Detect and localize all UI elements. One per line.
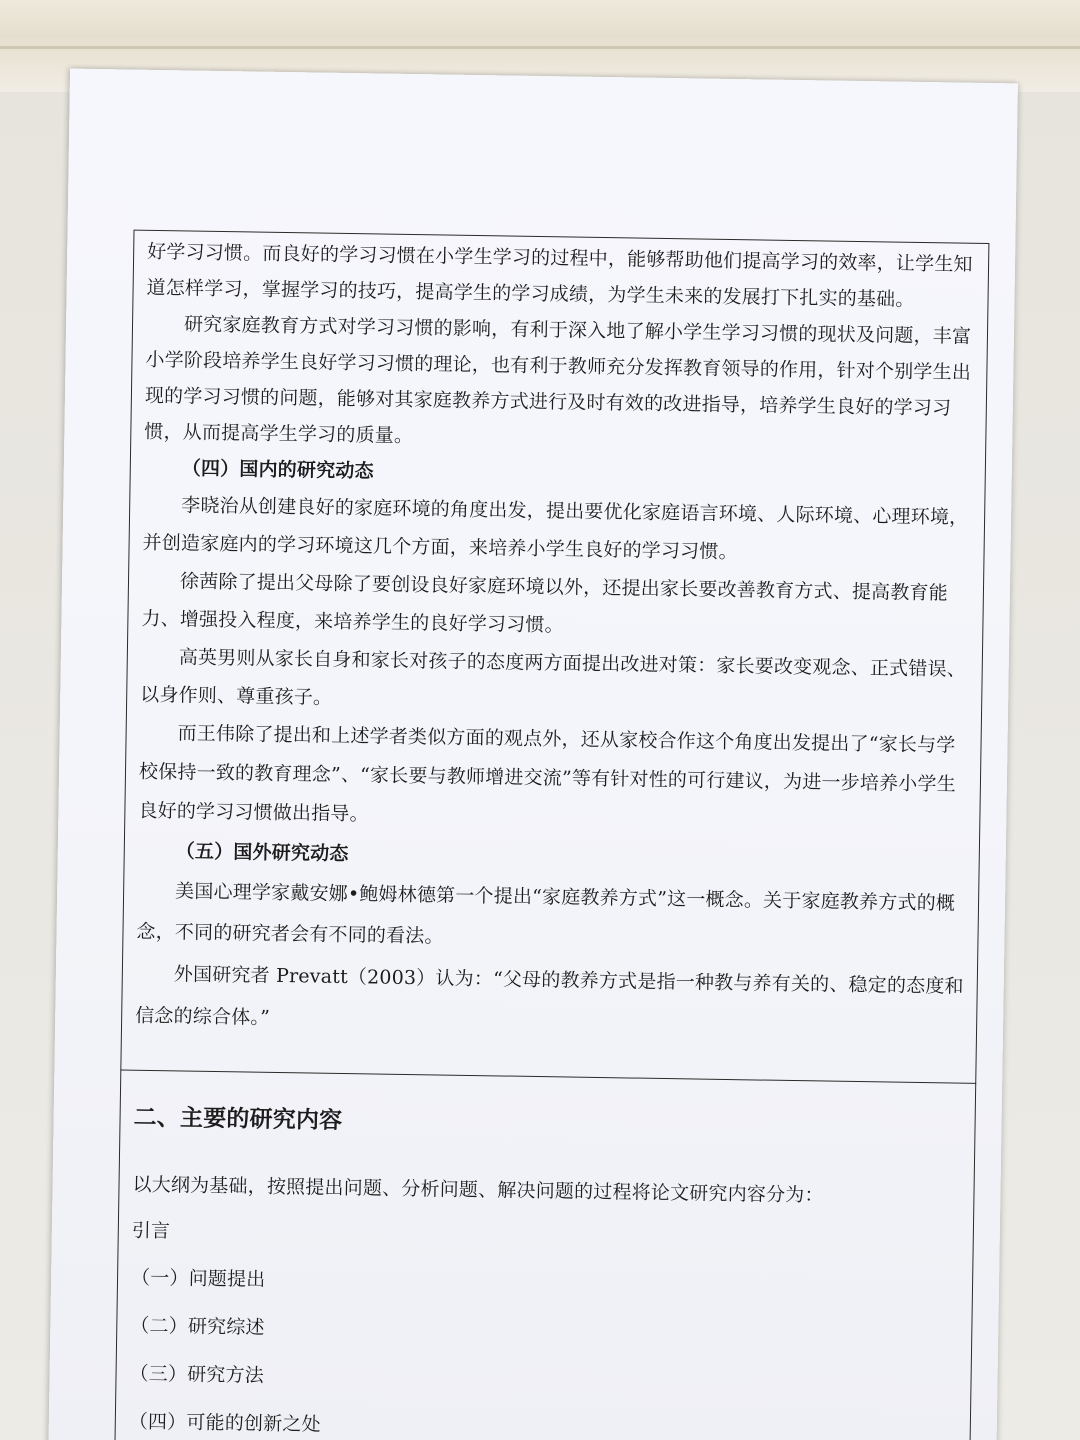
section-title-main-content: 二、主要的研究内容 — [133, 1104, 343, 1134]
document-page — [48, 69, 1018, 1440]
paragraph-wang-wei: 而王伟除了提出和上述学者类似方面的观点外，还从家校合作这个角度出发提出了“家长与学校保持一致的教育理念”、“家长要与教师增进交流”等有针对性的可行建议，为进一步培养小学生良好的学习习惯做出指导。 — [138, 722, 957, 826]
lower-cell — [128, 1098, 963, 1440]
paragraph-prevatt: 外国研究者 Prevatt（2003）认为：“父母的教养方式是指一种教与养有关的、稳定的态度和信念的综合体。” — [135, 963, 964, 1029]
paragraph-gao-yingnan: 高英男则从家长自身和家长对孩子的态度两方面提出改进对策：家长要改变观念、正式错误、以身作则、尊重孩子。 — [140, 646, 967, 709]
paragraph-outline-intro: 以大纲为基础，按照提出问题、分析问题、解决问题的过程将论文研究内容分为： — [132, 1173, 824, 1207]
outline-item-problem: （一）问题提出 — [130, 1266, 266, 1291]
upper-cell — [135, 234, 978, 1050]
paragraph-baumrind: 美国心理学家戴安娜•鲍姆林德第一个提出“家庭教养方式”这一概念。关于家庭教养方式的概念，不同的研究者会有不同的看法。 — [136, 880, 956, 948]
paragraph-li-xiaozhi: 李晓治从创建良好的家庭环境的角度出发，提出要优化家庭语言环境、人际环境、心理环境，并创造家庭内的学习环境这几个方面，来培养小学生良好的学习习惯。 — [142, 494, 969, 564]
paragraph-xu-qian: 徐茜除了提出父母除了要创设良好家庭环境以外，还提出家长要改善教育方式、提高教育能力、增强投入程度，来培养学生的良好学习习惯。 — [141, 570, 949, 637]
desk-edge — [0, 46, 1080, 49]
outline-item-introduction: 引言 — [131, 1219, 171, 1243]
outline-item-innovation: （四）可能的创新之处 — [128, 1410, 321, 1436]
heading-domestic-research: （四）国内的研究动态 — [181, 457, 374, 483]
outline-item-review: （二）研究综述 — [130, 1314, 265, 1339]
heading-foreign-research: （五）国外研究动态 — [175, 840, 349, 866]
paragraph-research-significance: 研究家庭教育方式对学习习惯的影响，有利于深入地了解小学生学习习惯的现状及问题，丰富小学阶段培养学生良好学习习惯的理论，也有利于教师充分发挥教育领导的作用，针对个别学生出现的学习习惯的问题，能够对其家庭教养方式进行及时有效的改进指导，培养学生良好的学习习惯，从而提高学生学习的质量。 — [144, 313, 972, 447]
paragraph-habits: 好学习习惯。而良好的学习习惯在小学生学习的过程中，能够帮助他们提高学习的效率，让学生知道怎样学习，掌握学习的技巧，提高学生的学习成绩，为学生未来的发展打下扎实的基础。 — [146, 240, 973, 311]
outline-item-methods: （三）研究方法 — [129, 1362, 265, 1387]
